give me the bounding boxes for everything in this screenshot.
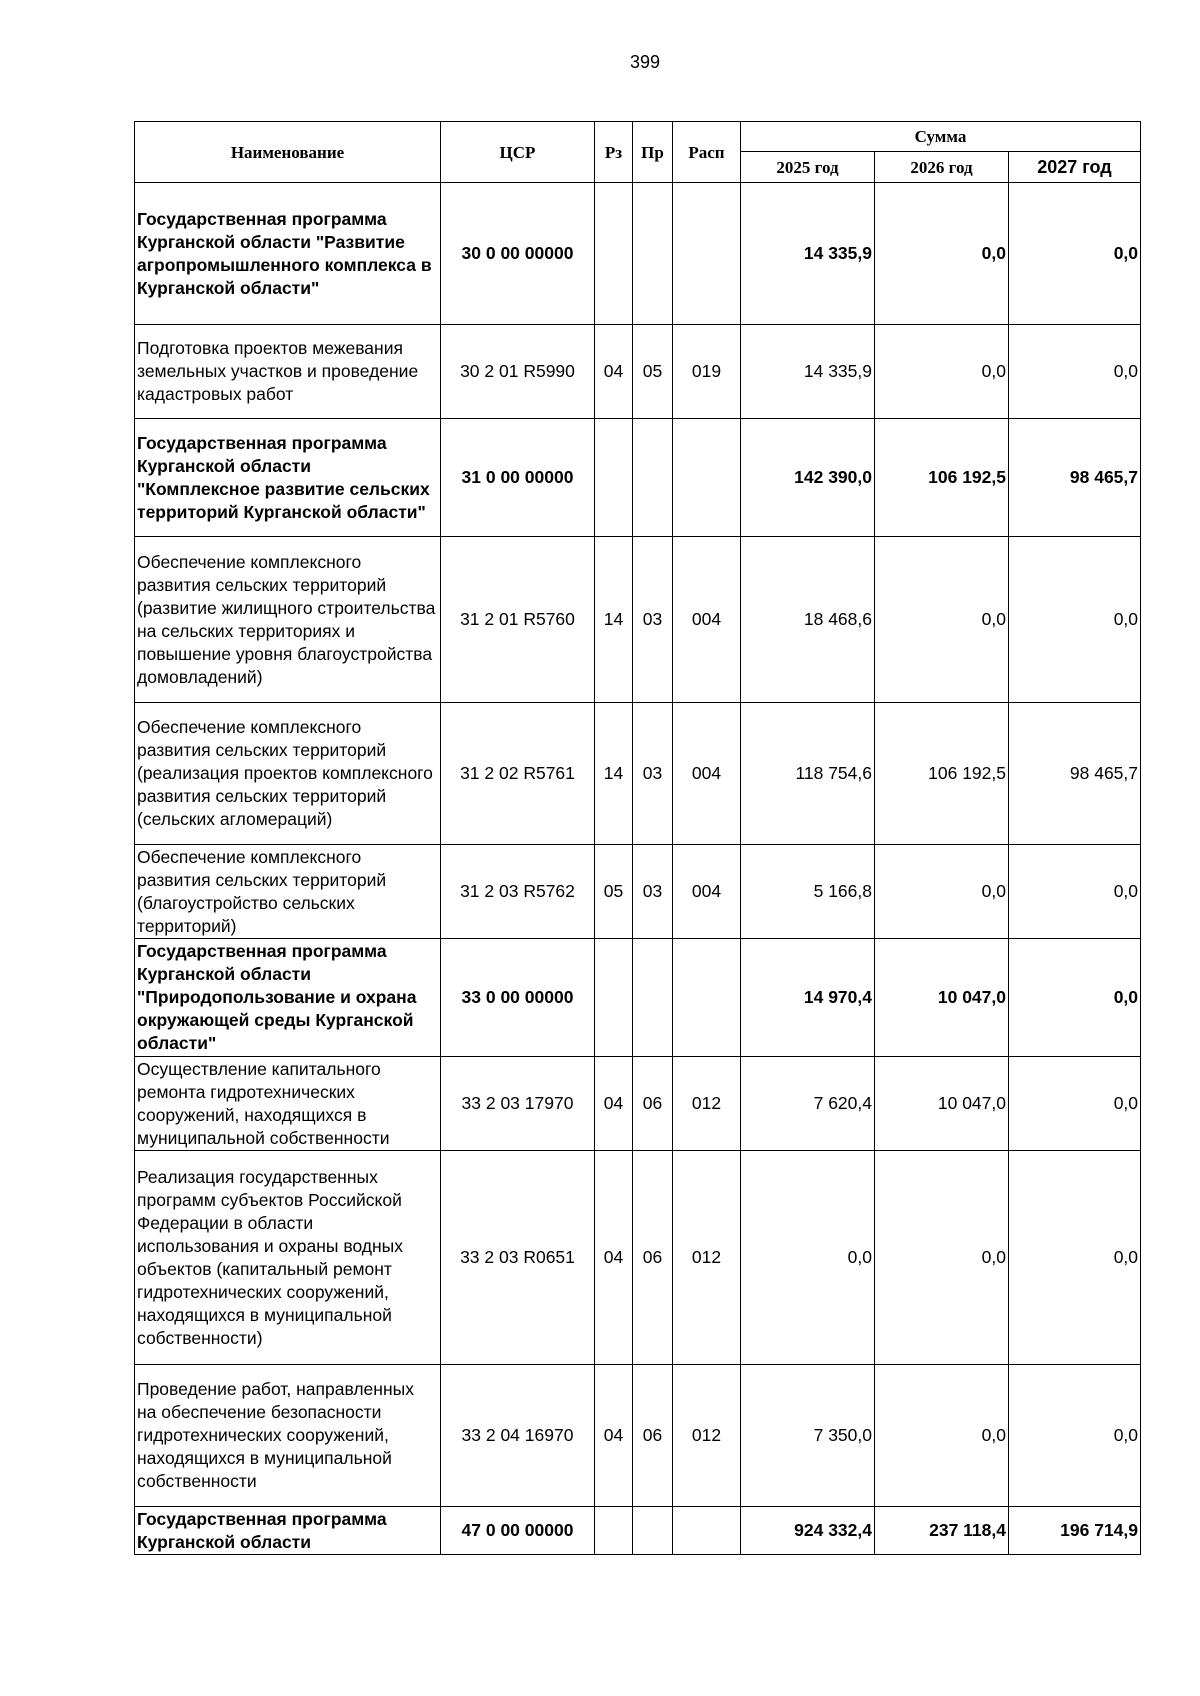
cell-name: Государственная программа Курганской области "Развитие агропромышленного комплекса в Курганской области" [135,183,441,325]
table-row [135,419,1141,537]
cell-csr: 31 2 03 R5762 [441,845,595,939]
cell-2025: 5 166,8 [741,845,875,939]
cell-2026: 106 192,5 [875,419,1009,537]
cell-2025: 14 335,9 [741,325,875,419]
table-row [135,1507,1141,1555]
cell-rz [595,183,633,325]
cell-name: Осуществление капитального ремонта гидротехнических сооружений, находящихся в муниципальной собственности [135,1057,441,1151]
cell-2026: 10 047,0 [875,1057,1009,1151]
cell-pr [633,1507,673,1555]
cell-rz: 14 [595,703,633,845]
cell-2025: 14 970,4 [741,939,875,1057]
cell-rasp: 019 [673,325,741,419]
cell-pr: 03 [633,537,673,703]
cell-rasp: 012 [673,1057,741,1151]
cell-csr: 30 2 01 R5990 [441,325,595,419]
budget-table [134,121,1141,1555]
cell-name: Реализация государственных программ субъектов Российской Федерации в области использования и охраны водных объектов (капитальный ремонт гидротехнических сооружений, находящихся в муниципальной собственности) [135,1151,441,1365]
cell-rz: 04 [595,1057,633,1151]
cell-pr [633,183,673,325]
header-2025: 2025 год [741,152,875,183]
cell-2025: 18 468,6 [741,537,875,703]
cell-csr: 31 2 01 R5760 [441,537,595,703]
table-row [135,845,1141,939]
cell-2026: 0,0 [875,845,1009,939]
cell-pr: 06 [633,1151,673,1365]
cell-2026: 0,0 [875,537,1009,703]
cell-csr: 47 0 00 00000 [441,1507,595,1555]
cell-rasp: 012 [673,1365,741,1507]
cell-name: Обеспечение комплексного развития сельских территорий (реализация проектов комплексного развития сельских территорий (сельских агломераций) [135,703,441,845]
cell-name: Подготовка проектов межевания земельных участков и проведение кадастровых работ [135,325,441,419]
cell-rz: 04 [595,1151,633,1365]
cell-rasp: 004 [673,537,741,703]
cell-2026: 10 047,0 [875,939,1009,1057]
cell-2027: 196 714,9 [1009,1507,1141,1555]
cell-2027: 0,0 [1009,537,1141,703]
cell-rasp [673,939,741,1057]
cell-2027: 0,0 [1009,325,1141,419]
cell-2027: 98 465,7 [1009,419,1141,537]
cell-2026: 0,0 [875,1151,1009,1365]
cell-2025: 118 754,6 [741,703,875,845]
cell-rasp: 004 [673,703,741,845]
table-row [135,537,1141,703]
cell-rz: 04 [595,325,633,419]
cell-2027: 0,0 [1009,1365,1141,1507]
cell-2027: 0,0 [1009,939,1141,1057]
header-pr: Пр [633,122,673,183]
cell-name: Государственная программа Курганской области "Комплексное развитие сельских территорий Курганской области" [135,419,441,537]
cell-2027: 0,0 [1009,1057,1141,1151]
cell-2026: 106 192,5 [875,703,1009,845]
cell-2027: 0,0 [1009,1151,1141,1365]
header-csr: ЦСР [441,122,595,183]
cell-rz: 05 [595,845,633,939]
cell-csr: 30 0 00 00000 [441,183,595,325]
header-rz: Рз [595,122,633,183]
cell-csr: 33 2 04 16970 [441,1365,595,1507]
cell-csr: 33 2 03 R0651 [441,1151,595,1365]
cell-2027: 0,0 [1009,845,1141,939]
cell-2026: 0,0 [875,183,1009,325]
cell-pr: 03 [633,845,673,939]
table-row [135,325,1141,419]
cell-pr: 05 [633,325,673,419]
cell-pr [633,939,673,1057]
cell-name: Государственная программа Курганской области [135,1507,441,1555]
cell-rasp [673,419,741,537]
cell-csr: 31 0 00 00000 [441,419,595,537]
cell-pr: 06 [633,1365,673,1507]
table-row [135,183,1141,325]
table-row [135,1057,1141,1151]
cell-pr: 03 [633,703,673,845]
cell-rz [595,1507,633,1555]
header-2026: 2026 год [875,152,1009,183]
cell-rz [595,419,633,537]
cell-2026: 237 118,4 [875,1507,1009,1555]
table-row [135,1151,1141,1365]
cell-pr [633,419,673,537]
cell-pr: 06 [633,1057,673,1151]
cell-2025: 0,0 [741,1151,875,1365]
cell-rz [595,939,633,1057]
header-rasp: Расп [673,122,741,183]
table-row [135,1365,1141,1507]
cell-2025: 14 335,9 [741,183,875,325]
cell-rasp: 004 [673,845,741,939]
header-2027: 2027 год [1009,152,1141,183]
cell-rasp: 012 [673,1151,741,1365]
cell-2025: 7 350,0 [741,1365,875,1507]
cell-rasp [673,183,741,325]
cell-name: Обеспечение комплексного развития сельских территорий (благоустройство сельских территорий) [135,845,441,939]
cell-2025: 142 390,0 [741,419,875,537]
cell-rz: 04 [595,1365,633,1507]
cell-2027: 0,0 [1009,183,1141,325]
cell-rasp [673,1507,741,1555]
cell-name: Государственная программа Курганской области "Природопользование и охрана окружающей среды Курганской области" [135,939,441,1057]
table-row [135,939,1141,1057]
cell-csr: 33 0 00 00000 [441,939,595,1057]
cell-rz: 14 [595,537,633,703]
cell-2025: 924 332,4 [741,1507,875,1555]
cell-2026: 0,0 [875,325,1009,419]
cell-name: Проведение работ, направленных на обеспечение безопасности гидротехнических сооружений, находящихся в муниципальной собственности [135,1365,441,1507]
cell-2025: 7 620,4 [741,1057,875,1151]
header-name: Наименование [135,122,441,183]
cell-name: Обеспечение комплексного развития сельских территорий (развитие жилищного строительства на сельских территориях и повышение уровня благоустройства домовладений) [135,537,441,703]
cell-csr: 31 2 02 R5761 [441,703,595,845]
page-number: 399 [629,52,661,72]
cell-2026: 0,0 [875,1365,1009,1507]
header-sum: Сумма [741,122,1141,152]
cell-csr: 33 2 03 17970 [441,1057,595,1151]
cell-2027: 98 465,7 [1009,703,1141,845]
table-row [135,703,1141,845]
